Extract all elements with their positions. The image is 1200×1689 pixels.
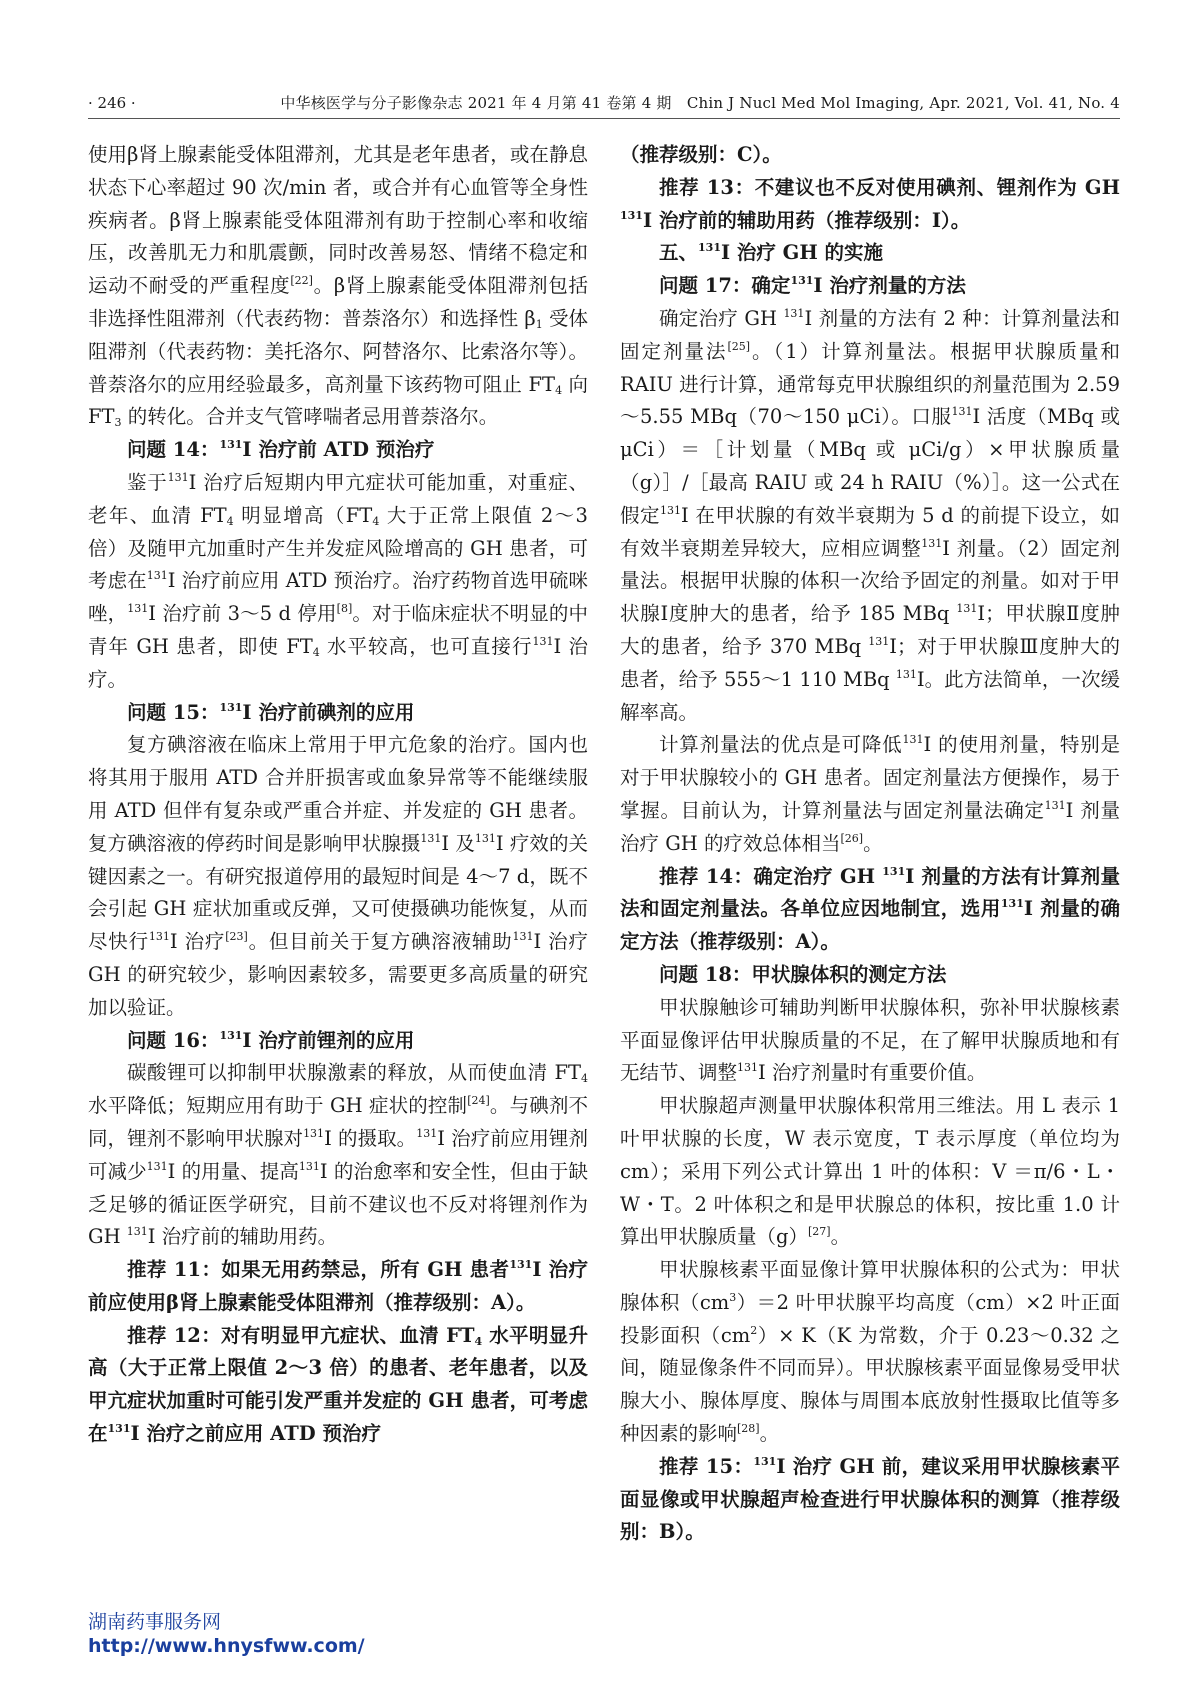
question-15-heading: 问题 15：$^{131}$I 治疗前碘剂的应用 <box>127 700 415 724</box>
recommendation-12-continued: （推荐级别：C）。 <box>620 143 782 166</box>
question-18-heading: 问题 18：甲状腺体积的测定方法 <box>659 962 947 986</box>
footer-watermark <box>88 1610 365 1658</box>
paragraph-lithium: 碳酸锂可以抑制甲状腺激素的释放，从而使血清 $FT_4$ 水平降低；短期应用有助于 GH 症状的控制[24]。与碘剂不同，锂剂不影响甲状腺对$^{131}$I 的摄取。$^{131}$I 治疗前应用锂剂可减少$^{131}$I 的用量、提高$^{131}$I 的治愈率和安全性，但由于缺乏足够的循证医学研究，目前不建议也不反对将锂剂作为 GH $^{131}$I 治疗前的辅助用药。 <box>88 1061 588 1249</box>
right-column <box>620 139 1120 1549</box>
paragraph-scintigraphy: 甲状腺核素平面显像计算甲状腺体积的公式为：甲状腺体积$(cm^3)=2$ 叶甲状腺平均高度（cm）×2 叶正面投影面积$(cm^2)\times K(K$ 为常数，介于 0.23～0.32 之间，随显像条件不同而异）。甲状腺核素平面显像易受甲状腺大小、腺体厚度、腺体与周围本底放射性摄取比值等多种因素的影响[28]。 <box>620 1258 1120 1446</box>
paragraph-atd-pretreatment: 鉴于$^{131}$I 治疗后短期内甲亢症状可能加重，对重症、老年、血清 $FT_4$ 明显增高（$FT_4$ 大于正常上限值 2～3 倍）及随甲亢加重时产生并发症风险增高的 GH 患者，可考虑在$^{131}$I 治疗前应用 ATD 预治疗。治疗药物首选甲硫咪唑，$^{131}$I 治疗前 3～5 d 停用[8]。对于临床症状不明显的中青年 GH 患者，即使 $FT_4$ 水平较高，也可直接行$^{131}$I 治疗。 <box>88 470 589 691</box>
page-number: · 246 · <box>88 94 136 112</box>
recommendation-14: 推荐 14：确定治疗 GH $^{131}$I 剂量的方法有计算剂量法和固定剂量法。各单位应因地制宜，选用$^{131}$I 剂量的确定方法（推荐级别：A）。 <box>620 864 1120 954</box>
running-header <box>88 88 1120 119</box>
section-5-heading: 五、$^{131}$I 治疗 GH 的实施 <box>659 241 884 265</box>
question-14-heading: 问题 14：$^{131}$I 治疗前 ATD 预治疗 <box>127 437 435 462</box>
recommendation-11: 推荐 11：如果无用药禁忌，所有 GH 患者$^{131}$I 治疗前应使用β肾上腺素能受体阻滞剂（推荐级别：A）。 <box>88 1257 588 1314</box>
question-17-heading: 问题 17：确定$^{131}$I 治疗剂量的方法 <box>659 273 966 298</box>
recommendation-13: 推荐 13：不建议也不反对使用碘剂、锂剂作为 GH $^{131}$I 治疗前的辅助用药（推荐级别：I）。 <box>620 175 1120 232</box>
paragraph-dose-methods: 确定治疗 GH $^{131}$I 剂量的方法有 2 种：计算剂量法和固定剂量法[25]。（1）计算剂量法。根据甲状腺质量和 RAIU 进行计算，通常每克甲状腺组织的剂量范围为 2.59～5.55 MBq（70～150 μCi）。口服$^{131}$I 活度（MBq 或 μCi）＝［计划量（MBq 或 μCi/g）×甲状腺质量（g）］/［最高 RAIU 或 24 h RAIU（%）］。这一公式在假定$^{131}$I 在甲状腺的有效半衰期为 5 d 的前提下设立，如有效半衰期差异较大，应相应调整$^{131}$I 剂量。（2）固定剂量法。根据甲状腺的体积一次给予固定的剂量。如对于甲状腺Ⅰ度肿大的患者，给予 185 MBq $^{131}$I；甲状腺Ⅱ度肿大的患者，给予 370 MBq $^{131}$I；对于甲状腺Ⅲ度肿大的患者，给予 555～1 110 MBq $^{131}$I。此方法简单，一次缓解率高。 <box>620 306 1121 724</box>
question-16-heading: 问题 16：$^{131}$I 治疗前锂剂的应用 <box>127 1028 415 1052</box>
paragraph-ultrasound: 甲状腺超声测量甲状腺体积常用三维法。用 L 表示 1 叶甲状腺的长度，W 表示宽度，T 表示厚度（单位均为 cm）；采用下列公式计算出 1 叶的体积：V ＝π/6・L・W・T。2 叶体积之和是甲状腺总的体积，按比重 1.0 计算出甲状腺质量（g）[27]。 <box>620 1094 1120 1249</box>
paragraph-beta-blocker: 使用β肾上腺素能受体阻滞剂，尤其是老年患者，或在静息状态下心率超过 90 次/min 者，或合并有心血管等全身性疾病者。β肾上腺素能受体阻滞剂有助于控制心率和收缩压，改善肌无力和肌震颤，同时改善易怒、情绪不稳定和运动不耐受的严重程度[22]。β肾上腺素能受体阻滞剂包括非选择性阻滞剂（代表药物：普萘洛尔）和选择性 $\beta_1$ 受体阻滞剂（代表药物：美托洛尔、阿替洛尔、比索洛尔等）。普萘洛尔的应用经验最多，高剂量下该药物可阻止 $FT_4$ 向 $FT_3$ 的转化。合并支气管哮喘者忌用普萘洛尔。 <box>88 143 588 430</box>
site-url-link[interactable]: http://www.hnysfww.com/ <box>88 1635 365 1657</box>
site-name: 湖南药事服务网 <box>88 1611 222 1633</box>
journal-citation: 中华核医学与分子影像杂志 2021 年 4 月第 41 卷第 4 期 Chin J Nucl Med Mol Imaging, Apr. 2021, Vol. 41, No. 4 <box>280 94 1120 112</box>
left-column <box>88 139 588 1451</box>
paragraph-palpation: 甲状腺触诊可辅助判断甲状腺体积，弥补甲状腺核素平面显像评估甲状腺质量的不足，在了解甲状腺质地和有无结节、调整$^{131}$I 治疗剂量时有重要价值。 <box>620 995 1120 1085</box>
paragraph-iodine: 复方碘溶液在临床上常用于甲亢危象的治疗。国内也将其用于服用 ATD 合并肝损害或血象异常等不能继续服用 ATD 但伴有复杂或严重合并症、并发症的 GH 患者。复方碘溶液的停药时间是影响甲状腺摄$^{131}$I 及$^{131}$I 疗效的关键因素之一。有研究报道停用的最短时间是 4～7 d，既不会引起 GH 症状加重或反弹，又可使摄碘功能恢复，从而尽快行$^{131}$I 治疗[23]。但目前关于复方碘溶液辅助$^{131}$I 治疗 GH 的研究较少，影响因素较多，需要更多高质量的研究加以验证。 <box>88 733 588 1019</box>
recommendation-15: 推荐 15：$^{131}$I 治疗 GH 前，建议采用甲状腺核素平面显像或甲状腺超声检查进行甲状腺体积的测算（推荐级别：B）。 <box>620 1454 1120 1544</box>
recommendation-12: 推荐 12：对有明显甲亢症状、血清 $FT_4$ 水平明显升高（大于正常上限值 2～3 倍）的患者、老年患者，以及甲亢症状加重时可能引发严重并发症的 GH 患者，可考虑在$^{131}$I 治疗之前应用 ATD 预治疗 <box>88 1323 588 1446</box>
paragraph-dose-comparison: 计算剂量法的优点是可降低$^{131}$I 的使用剂量，特别是对于甲状腺较小的 GH 患者。固定剂量法方便操作，易于掌握。目前认为，计算剂量法与固定剂量法确定$^{131}$I 剂量治疗 GH 的疗效总体相当[26]。 <box>620 733 1120 855</box>
